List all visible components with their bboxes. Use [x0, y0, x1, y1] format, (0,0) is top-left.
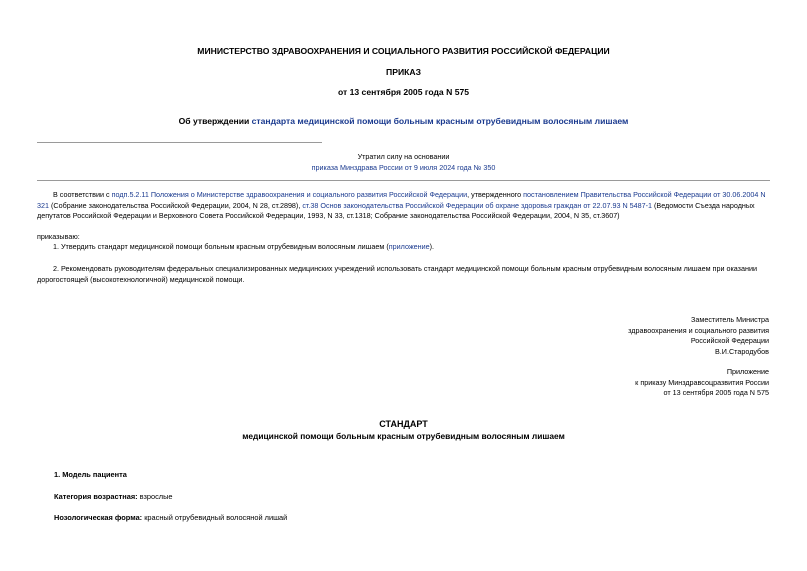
doc-type: ПРИКАЗ — [386, 67, 421, 77]
status-line: Утратил силу на основании — [357, 152, 450, 161]
age-category — [54, 492, 173, 501]
order-item-1-text: 1. Утвердить стандарт медицинской помощи больным красным отрубевидным волосяным лишаем ( — [53, 242, 389, 251]
ministry-heading: МИНИСТЕРСТВО ЗДРАВООХРАНЕНИЯ И СОЦИАЛЬНОГО РАЗВИТИЯ РОССИЙСКОЙ ФЕДЕРАЦИИ — [197, 46, 610, 56]
appendix-line-2: к приказу Минздравсоцразвития России — [635, 377, 769, 387]
order-item-2: 2. Рекомендовать руководителям федеральных специализированных медицинских учреждений использовать стандарт медицинской помощи больным красным отрубевидным волосяным лишаем при оказании дорогостоящей (высокотехнологичной) медицинской помощи. — [37, 264, 757, 284]
appendix-link[interactable]: приложение — [388, 242, 430, 251]
appendix-line-3: от 13 сентября 2005 года N 575 — [663, 388, 769, 398]
status-link[interactable]: приказа Минздрава России от 9 июля 2024 года № 350 — [311, 163, 496, 172]
doc-title — [0, 116, 807, 126]
preamble-text-4: (Ведомости Съезда народных депутатов Российской Федерации и Верховного Совета Российской Федерации, 1993, N 33, ст.1318; Собрание законодательства Российской Федерации, 2004, N 35, ст.3607) — [37, 200, 755, 221]
doc-title-prefix: Об утверждении — [178, 116, 252, 126]
order-item-1-end: ). — [429, 242, 435, 251]
doc-date-number: от 13 сентября 2005 года N 575 — [337, 87, 470, 97]
standard-title: СТАНДАРТ — [379, 419, 428, 429]
divider-full — [37, 180, 770, 181]
signature-line-2: здравоохранения и социального развития — [628, 325, 769, 335]
appendix-line-1: Приложение — [726, 367, 769, 376]
status-link-wrap — [0, 163, 807, 174]
doc-title-link[interactable]: стандарта медицинской помощи больным красным отрубевидным волосяным лишаем — [251, 116, 629, 126]
preamble-link-regulation[interactable]: подп.5.2.11 Положения о Министерстве здравоохранения и социального развития Российской Федерации — [111, 190, 468, 199]
preamble — [37, 190, 770, 222]
divider-short — [37, 142, 322, 143]
preamble-text-2: , утвержденного — [467, 190, 524, 199]
standard-subtitle: медицинской помощи больным красным отрубевидным волосяным лишаем — [242, 431, 565, 441]
order-item-1 — [37, 242, 770, 253]
signature-line-3: Российской Федерации — [690, 336, 769, 346]
signature-name: В.И.Стародубов — [715, 346, 769, 356]
section-patient-model: 1. Модель пациента — [54, 470, 127, 479]
order-intro: приказываю: — [37, 232, 80, 241]
age-label: Категория возрастная: — [54, 492, 138, 501]
preamble-text-3: (Собрание законодательства Российской Федерации, 2004, N 28, ст.2898), — [49, 200, 303, 210]
preamble-link-article[interactable]: ст.38 Основ законодательства Российской Федерации об охране здоровья граждан от 22.07.93 N 5487-1 — [302, 200, 653, 210]
nosology-form — [54, 513, 287, 522]
signature-line-1: Заместитель Министра — [691, 315, 769, 324]
age-value: взрослые — [137, 492, 173, 501]
signature-block — [628, 315, 769, 357]
nosology-value: красный отрубевидный волосяной лишай — [142, 513, 288, 522]
preamble-link-decree[interactable]: постановлением Правительства Российской Федерации от 30.06.2004 N 321 — [37, 190, 766, 210]
preamble-text-1: В соответствии с — [53, 190, 112, 199]
appendix-block — [635, 367, 769, 399]
nosology-label: Нозологическая форма: — [54, 513, 143, 522]
